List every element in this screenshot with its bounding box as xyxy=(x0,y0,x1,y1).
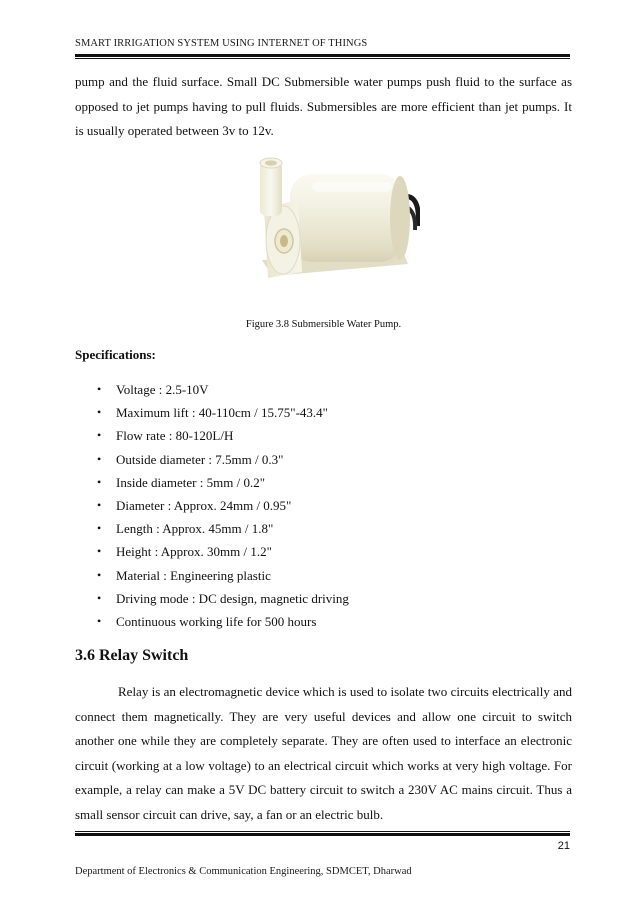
bullet: • xyxy=(97,497,102,512)
header-rule xyxy=(75,54,570,59)
bullet: • xyxy=(97,451,102,466)
list-item: • Maximum lift : 40-110cm / 15.75"-43.4" xyxy=(75,401,572,424)
outlet-nozzle xyxy=(260,162,282,216)
footer-rule xyxy=(75,831,570,836)
list-item: • Material : Engineering plastic xyxy=(75,564,572,587)
list-item: • Inside diameter : 5mm / 0.2" xyxy=(75,471,572,494)
bullet: • xyxy=(97,474,102,489)
pump-illustration xyxy=(232,148,420,296)
list-item: • Height : Approx. 30mm / 1.2" xyxy=(75,540,572,563)
list-item: • Length : Approx. 45mm / 1.8" xyxy=(75,517,572,540)
bullet: • xyxy=(97,382,102,396)
relay-paragraph: Relay is an electromagnetic device which is used to isolate two circuits electrically and connect them magnetically. They are very useful devices and allow one circuit to switch another one while they are completely separate. They are often used to interface an electronic circuit (working at a low voltage) to an electrical circuit which works at very high voltage. For example, a relay can make a 5V DC battery circuit to switch a 230V AC mains circuit. Thus a small sensor circuit can drive, say, a fan or an electric bulb. xyxy=(75,684,572,822)
bullet: • xyxy=(97,405,102,420)
specifications-heading: Specifications: xyxy=(75,347,156,362)
bullet: • xyxy=(97,613,102,628)
list-item: • Outside diameter : 7.5mm / 0.3" xyxy=(75,448,572,471)
intro-paragraph: pump and the fluid surface. Small DC Submersible water pumps push fluid to the surface as opposed to jet pumps having to pull fluids. Submersibles are more efficient than jet pumps. It is usually operated between 3v to 12v. xyxy=(75,74,572,138)
specifications-list xyxy=(75,378,572,633)
list-item: • Driving mode : DC design, magnetic driving xyxy=(75,587,572,610)
running-header: SMART IRRIGATION SYSTEM USING INTERNET OF THINGS xyxy=(75,38,368,49)
bullet: • xyxy=(97,544,102,559)
page-number: 21 xyxy=(557,840,570,852)
list-item: • Continuous working life for 500 hours xyxy=(75,610,572,633)
bullet: • xyxy=(97,428,102,443)
bullet: • xyxy=(97,521,102,536)
running-footer: Department of Electronics & Communication Engineering, SDMCET, Dharwad xyxy=(75,866,412,877)
section-heading: 3.6 Relay Switch xyxy=(75,647,189,664)
submersible-pump-image xyxy=(232,148,420,296)
bullet: • xyxy=(97,590,102,605)
list-item: • Diameter : Approx. 24mm / 0.95" xyxy=(75,494,572,517)
figure-caption: Figure 3.8 Submersible Water Pump. xyxy=(245,319,402,330)
bullet: • xyxy=(97,567,102,582)
list-item: • Voltage : 2.5-10V xyxy=(75,378,572,401)
list-item: • Flow rate : 80-120L/H xyxy=(75,424,572,447)
